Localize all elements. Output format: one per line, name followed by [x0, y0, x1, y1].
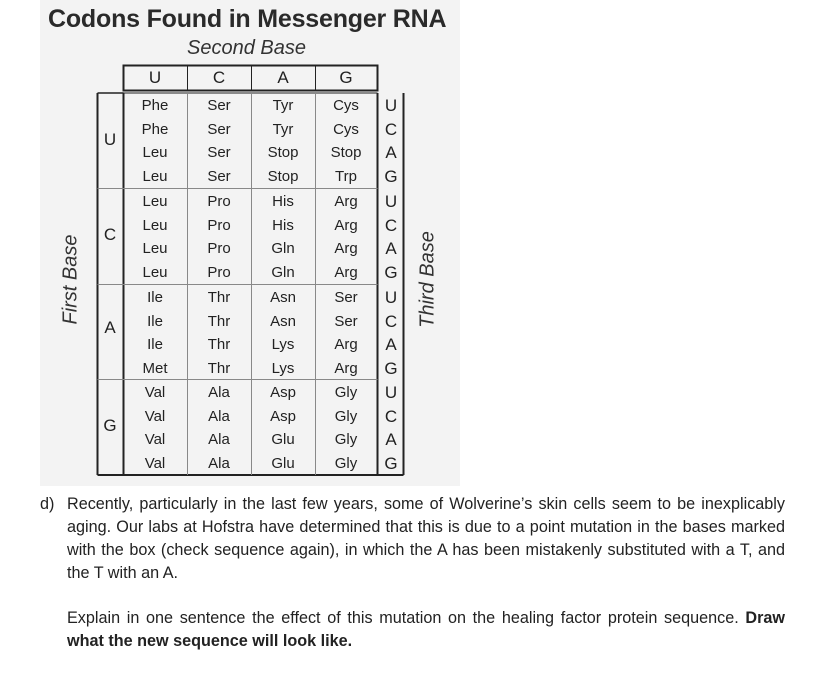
codon-cell: Leu: [142, 193, 168, 210]
codon-cell: Ile: [147, 336, 163, 353]
codon-cell: Tyr: [272, 97, 294, 114]
codon-cell: Ser: [207, 144, 231, 161]
codon-cell: Stop: [330, 144, 362, 161]
codon-cell: Gly: [334, 454, 358, 472]
codon-cell: Arg: [334, 240, 358, 257]
codon-cell: Pro: [207, 216, 231, 234]
second-base-header-u: U: [148, 68, 162, 87]
codon-cell: Ser: [207, 97, 231, 114]
codon-cell: Ser: [207, 120, 231, 138]
codon-cell: Asn: [270, 312, 296, 330]
codon-cell: Leu: [142, 216, 168, 234]
second-base-header-c: C: [212, 68, 226, 87]
second-base-header-a: A: [277, 68, 289, 87]
codon-cell: Thr: [207, 312, 231, 330]
third-base-letter: U: [384, 288, 398, 307]
third-base-letter: U: [384, 96, 398, 115]
codon-cell: Ser: [334, 289, 358, 306]
codon-cell: Asn: [270, 289, 296, 306]
codon-cell: Ala: [208, 454, 230, 472]
question-draw-instruction: Draw what the new sequence will look like.: [67, 609, 785, 650]
codon-cell: Thr: [207, 359, 231, 377]
codon-cell: Ala: [208, 407, 230, 425]
third-base-letter: U: [384, 383, 398, 402]
second-base-label: Second Base: [187, 37, 306, 59]
codon-cell: Leu: [142, 167, 168, 185]
third-base-letter: G: [384, 358, 398, 378]
codon-cell: Arg: [334, 336, 358, 353]
codon-cell: Val: [144, 407, 166, 425]
question-instruction: Explain in one sentence the effect of this mutation on the healing factor protein sequence.: [67, 609, 739, 627]
first-base-g: G: [103, 416, 117, 435]
codon-cell: Gly: [334, 384, 358, 401]
codon-cell: Phe: [141, 120, 169, 138]
codon-cell: Tyr: [272, 120, 294, 138]
third-base-label: Third Base: [416, 231, 439, 328]
codon-cell: Arg: [334, 263, 358, 281]
figure-title: Codons Found in Messenger RNA: [48, 5, 447, 33]
codon-cell: Arg: [334, 193, 358, 210]
codon-cell: Gln: [271, 263, 295, 281]
codon-cell: Gly: [334, 407, 358, 425]
second-base-header-g: G: [339, 68, 353, 87]
codon-cell: Stop: [267, 144, 299, 161]
codon-cell: Lys: [271, 359, 295, 377]
third-base-letter: A: [385, 239, 397, 258]
codon-cell: Leu: [142, 144, 168, 161]
codon-cell: Val: [144, 384, 166, 401]
codon-cell: Ala: [208, 384, 230, 401]
codon-cell: His: [272, 216, 294, 234]
codon-cell: Thr: [207, 289, 231, 306]
question-label: d): [40, 495, 55, 513]
codon-cell: Ser: [334, 312, 358, 330]
third-base-letter: C: [384, 406, 398, 426]
third-base-letter: A: [385, 430, 397, 449]
codon-cell: Asp: [270, 407, 296, 425]
codon-cell: Trp: [335, 167, 357, 185]
codon-cell: Leu: [142, 240, 168, 257]
codon-cell: Val: [144, 454, 166, 472]
third-base-letter: A: [385, 335, 397, 354]
codon-cell: Val: [144, 431, 166, 448]
third-base-letter: U: [384, 192, 398, 211]
third-base-letter: C: [384, 119, 398, 139]
codon-cell: Phe: [141, 97, 169, 114]
codon-cell: Cys: [333, 97, 359, 114]
codon-cell: Ser: [207, 167, 231, 185]
third-base-letter: C: [384, 215, 398, 235]
codon-cell: Gly: [334, 431, 358, 448]
codon-cell: Ile: [147, 289, 163, 306]
codon-cell: Pro: [207, 240, 231, 257]
codon-cell: Pro: [207, 193, 231, 210]
third-base-letter: G: [384, 453, 398, 473]
codon-cell: Leu: [142, 263, 168, 281]
codon-cell: Cys: [333, 120, 359, 138]
codon-cell: Gln: [271, 240, 295, 257]
codon-cell: Asp: [270, 384, 296, 401]
third-base-letter: A: [385, 143, 397, 162]
codon-cell: Met: [142, 359, 168, 377]
first-base-u: U: [103, 130, 117, 149]
codon-cell: Glu: [271, 431, 295, 448]
question-paragraph-2: [67, 607, 785, 653]
first-base-label: First Base: [59, 234, 82, 325]
codon-cell: Ile: [147, 312, 163, 330]
first-base-c: C: [103, 225, 117, 244]
codon-cell: His: [272, 193, 294, 210]
codon-cell: Arg: [334, 216, 358, 234]
question-d: [40, 493, 785, 653]
codon-cell: Stop: [267, 167, 299, 185]
codon-cell: Pro: [207, 263, 231, 281]
codon-cell: Ala: [208, 431, 230, 448]
third-base-letter: G: [384, 166, 398, 186]
third-base-letter: C: [384, 311, 398, 331]
first-base-a: A: [104, 318, 116, 337]
codon-cell: Lys: [271, 336, 295, 353]
third-base-letter: G: [384, 262, 398, 282]
codon-cell: Arg: [334, 359, 358, 377]
question-paragraph-1: Recently, particularly in the last few years, some of Wolverine’s skin cells seem to be inexplicably aging. Our labs at Hofstra have determined that this is due to a point mutation in the bases marked with the box (check sequence again), in which the A has been mistakenly substituted with a T, and the T with an A.: [67, 495, 785, 582]
codon-cell: Glu: [271, 454, 295, 472]
codon-cell: Thr: [207, 336, 231, 353]
